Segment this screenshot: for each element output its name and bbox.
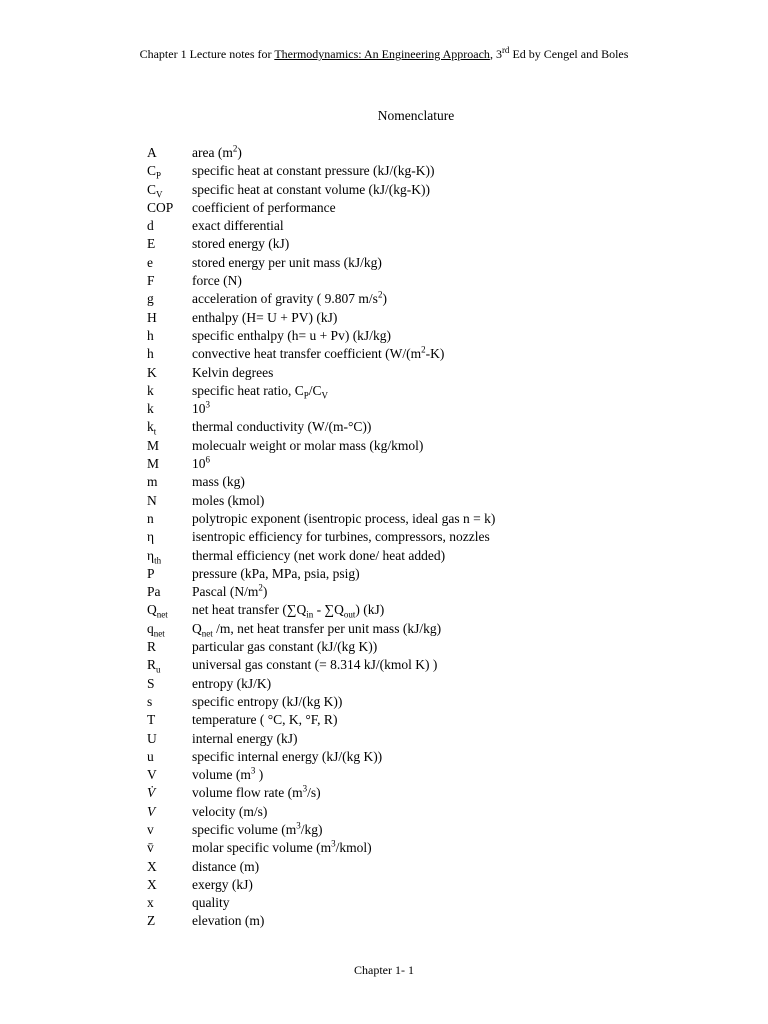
description (192, 912, 264, 930)
symbol (147, 309, 192, 327)
text-part: entropy (kJ/K) (192, 675, 272, 691)
symbol (147, 345, 192, 363)
text-part: 3 (205, 399, 210, 410)
text-part: isentropic efficiency for turbines, compressors, nozzles (192, 529, 490, 545)
text-part: η (147, 529, 155, 545)
symbol (147, 638, 192, 656)
description (192, 620, 441, 638)
text-part: v̄ (147, 840, 154, 856)
text-part: U (147, 730, 157, 746)
nomenclature-row (147, 876, 707, 894)
text-part: Pa (147, 584, 161, 600)
description (192, 748, 382, 766)
description (192, 656, 437, 674)
text-part: enthalpy (H= U + PV) (kJ) (192, 309, 338, 325)
text-part: k (147, 419, 154, 435)
text-part: X (147, 876, 157, 892)
text-part: /C (308, 382, 322, 398)
description (192, 254, 382, 272)
text-part: convective heat transfer coefficient (W/(m (192, 346, 422, 362)
description (192, 510, 495, 528)
text-part: R (147, 657, 157, 673)
text-part: H (147, 309, 157, 325)
description (192, 565, 360, 583)
nomenclature-row (147, 711, 707, 729)
text-part: V (147, 767, 157, 783)
description (192, 400, 210, 418)
text-part: N (147, 492, 157, 508)
symbol (147, 894, 192, 912)
text-part: A (147, 145, 157, 160)
symbol (147, 675, 192, 693)
header-edition: , 3 (489, 47, 502, 61)
symbol (147, 547, 192, 565)
text-part: net (201, 628, 213, 639)
text-part: th (154, 555, 162, 566)
text-part: COP (147, 199, 174, 215)
nomenclature-row (147, 418, 707, 436)
text-part: quality (192, 895, 230, 911)
nomenclature-row (147, 181, 707, 199)
description (192, 876, 253, 894)
symbol (147, 455, 192, 473)
description (192, 803, 267, 821)
description (192, 473, 245, 491)
symbol (147, 656, 192, 674)
text-part: 2 (232, 143, 238, 154)
symbol (147, 235, 192, 253)
description (192, 821, 322, 839)
description (192, 547, 445, 565)
nomenclature-row (147, 894, 707, 912)
nomenclature-row (147, 290, 707, 308)
text-part: F (147, 273, 155, 289)
text-part: Q (192, 620, 202, 636)
description (192, 327, 391, 345)
text-part: R (147, 639, 157, 655)
nomenclature-row (147, 601, 707, 619)
text-part: velocity (m/s) (192, 803, 268, 819)
description (192, 235, 289, 253)
symbol (147, 418, 192, 436)
text-part: /s) (307, 785, 321, 801)
page-footer: Chapter 1- 1 (354, 963, 414, 977)
symbol (147, 144, 192, 162)
text-part: M (147, 437, 160, 453)
text-part: stored energy per unit mass (kJ/kg) (192, 254, 382, 270)
text-part: V (321, 390, 328, 401)
symbol (147, 272, 192, 290)
text-part: temperature ( °C, K, °F, R) (192, 712, 338, 728)
description (192, 601, 384, 619)
text-part: volume flow rate (m (192, 785, 303, 801)
nomenclature-row (147, 492, 707, 510)
text-part: mass (kg) (192, 474, 245, 490)
text-part: particular gas constant (kJ/(kg K)) (192, 639, 378, 655)
nomenclature-row (147, 858, 707, 876)
text-part: -K) (425, 346, 445, 362)
text-part: pressure (kPa, MPa, psia, psig) (192, 565, 360, 581)
text-part: 10 (192, 456, 206, 472)
nomenclature-row (147, 821, 707, 839)
header-prefix: Chapter 1 Lecture notes for (139, 47, 275, 61)
text-part: P (147, 565, 155, 581)
page-header (0, 47, 768, 62)
text-part: specific heat at constant pressure (kJ/(kg-K)) (192, 163, 435, 179)
text-part: Q (147, 602, 157, 618)
text-part: volume (m (192, 767, 251, 783)
description (192, 364, 273, 382)
symbol (147, 199, 192, 217)
nomenclature-row (147, 784, 707, 802)
description (192, 309, 337, 327)
text-part: ) (237, 145, 242, 160)
text-part: S (147, 675, 155, 691)
text-part: net (153, 628, 165, 639)
description (192, 839, 372, 857)
text-part: Pascal (N/m (192, 584, 259, 600)
text-part: thermal conductivity (W/(m-°C)) (192, 419, 372, 435)
text-part: 3 (296, 820, 301, 831)
nomenclature-row (147, 162, 707, 180)
text-part: h (147, 327, 154, 343)
text-part: ) (kJ) (355, 602, 385, 618)
symbol (147, 492, 192, 510)
symbol (147, 510, 192, 528)
symbol (147, 217, 192, 235)
description (192, 217, 284, 235)
text-part: C (147, 181, 157, 197)
description (192, 199, 336, 217)
symbol (147, 400, 192, 418)
text-part: m (147, 474, 158, 490)
text-part: specific entropy (kJ/(kg K)) (192, 693, 343, 709)
text-part: force (N) (192, 273, 242, 289)
nomenclature-row (147, 144, 707, 162)
description (192, 711, 337, 729)
text-part: h (147, 346, 154, 362)
text-part: ) (255, 767, 264, 783)
text-part: /kmol) (335, 840, 372, 856)
text-part: ) (382, 291, 387, 307)
text-part: η (147, 547, 155, 563)
text-part: universal gas constant (= 8.314 kJ/(kmol K) ) (192, 657, 438, 673)
symbol (147, 583, 192, 601)
symbol (147, 766, 192, 784)
text-part: q (147, 620, 154, 636)
text-part: specific volume (m (192, 821, 297, 837)
nomenclature-row (147, 327, 707, 345)
text-part: V (156, 189, 163, 200)
description (192, 382, 328, 400)
symbol (147, 327, 192, 345)
nomenclature-row (147, 217, 707, 235)
text-part: out (343, 610, 356, 621)
text-part: distance (m) (192, 858, 260, 874)
description (192, 784, 321, 802)
nomenclature-row (147, 675, 707, 693)
nomenclature-row (147, 235, 707, 253)
symbol (147, 181, 192, 199)
text-part: P (156, 170, 162, 181)
description (192, 272, 242, 290)
nomenclature-row (147, 912, 707, 930)
text-part: k (147, 401, 154, 417)
description (192, 528, 490, 546)
nomenclature-row (147, 510, 707, 528)
text-part: t (153, 427, 157, 438)
text-part: 10 (192, 401, 206, 417)
nomenclature-row (147, 437, 707, 455)
text-part: net (156, 610, 168, 621)
symbol (147, 162, 192, 180)
header-edition-suffix: rd (501, 45, 510, 55)
text-part: area (m (192, 145, 233, 160)
text-part: Z (147, 913, 156, 929)
text-part: Kelvin degrees (192, 364, 274, 380)
symbol (147, 748, 192, 766)
text-part: internal energy (kJ) (192, 730, 298, 746)
description (192, 766, 263, 784)
nomenclature-row (147, 528, 707, 546)
text-part: M (147, 456, 160, 472)
text-part: u (147, 748, 154, 764)
text-part: specific heat at constant volume (kJ/(kg-K)) (192, 181, 431, 197)
description (192, 418, 371, 436)
text-part: 2 (258, 582, 263, 593)
symbol (147, 784, 192, 802)
page-title: Nomenclature (377, 108, 455, 123)
description (192, 675, 271, 693)
nomenclature-row (147, 345, 707, 363)
description (192, 492, 264, 510)
description (192, 583, 267, 601)
text-part: coefficient of performance (192, 199, 336, 215)
text-part: 2 (421, 344, 426, 355)
symbol (147, 565, 192, 583)
nomenclature-row (147, 839, 707, 857)
nomenclature-row (147, 382, 707, 400)
nomenclature-row (147, 199, 707, 217)
description (192, 858, 259, 876)
text-part: x (147, 895, 154, 911)
symbol (147, 730, 192, 748)
text-part: 3 (331, 838, 336, 849)
text-part: 6 (205, 454, 210, 465)
text-part: 3 (302, 783, 308, 794)
nomenclature-row (147, 638, 707, 656)
nomenclature-row (147, 693, 707, 711)
text-part: u (156, 665, 161, 675)
text-part: exact differential (192, 218, 284, 234)
text-part: s (147, 693, 153, 709)
text-part: 3 (250, 765, 256, 776)
description (192, 455, 210, 473)
text-part: acceleration of gravity ( 9.807 m/s (192, 291, 378, 307)
text-part: V (147, 803, 156, 819)
text-part: in (306, 610, 314, 621)
nomenclature-row (147, 748, 707, 766)
symbol (147, 803, 192, 821)
book-title: Thermodynamics: An Engineering Approach (274, 47, 490, 61)
symbol (147, 839, 192, 857)
text-part: C (147, 163, 157, 179)
nomenclature-row (147, 364, 707, 382)
symbol (147, 821, 192, 839)
text-part: molar specific volume (m (192, 840, 332, 856)
nomenclature-row (147, 766, 707, 784)
text-part: specific internal energy (kJ/(kg K)) (192, 748, 383, 764)
text-part: molecualr weight or molar mass (kg/kmol) (192, 437, 424, 453)
text-part: E (147, 236, 156, 252)
text-part: specific enthalpy (h= u + Pv) (kJ/kg) (192, 327, 391, 343)
description (192, 345, 444, 363)
description (192, 638, 377, 656)
text-part: d (147, 218, 154, 234)
text-part: specific heat ratio, C (192, 382, 304, 398)
description (192, 894, 230, 912)
nomenclature-row (147, 730, 707, 748)
text-part: polytropic exponent (isentropic process, ideal gas n = k) (192, 510, 496, 526)
text-part: stored energy (kJ) (192, 236, 290, 252)
text-part: e (147, 254, 153, 270)
text-part: elevation (m) (192, 913, 265, 929)
text-part: net heat transfer (∑Q (192, 602, 307, 618)
description (192, 437, 423, 455)
symbol (147, 528, 192, 546)
symbol (147, 290, 192, 308)
description (192, 181, 430, 199)
nomenclature-row (147, 309, 707, 327)
nomenclature-row (147, 272, 707, 290)
nomenclature-row (147, 620, 707, 638)
text-part: T (147, 712, 156, 728)
text-part: /kg) (300, 821, 323, 837)
symbol (147, 382, 192, 400)
text-part: exergy (kJ) (192, 876, 253, 892)
nomenclature-row (147, 400, 707, 418)
symbol (147, 693, 192, 711)
symbol (147, 620, 192, 638)
text-part: 2 (377, 289, 383, 300)
text-part: V̇ (147, 785, 156, 801)
nomenclature-row (147, 583, 707, 601)
symbol (147, 711, 192, 729)
symbol (147, 912, 192, 930)
nomenclature-row (147, 656, 707, 674)
nomenclature-row (147, 254, 707, 272)
symbol (147, 254, 192, 272)
symbol (147, 876, 192, 894)
text-part: K (147, 364, 157, 380)
text-part: - ∑Q (313, 602, 344, 618)
text-part: k (147, 382, 154, 398)
nomenclature-row (147, 473, 707, 491)
text-part: X (147, 858, 157, 874)
description (192, 730, 297, 748)
text-part: g (147, 291, 154, 307)
description (192, 144, 242, 162)
nomenclature-row (147, 803, 707, 821)
nomenclature-row (147, 547, 707, 565)
symbol (147, 858, 192, 876)
description (192, 290, 387, 308)
text-part: v (147, 821, 154, 837)
symbol (147, 364, 192, 382)
header-suffix: Ed by Cengel and Boles (509, 47, 629, 61)
nomenclature-row (147, 565, 707, 583)
text-part: /m, net heat transfer per unit mass (kJ/kg) (212, 620, 442, 636)
text-part: moles (kmol) (192, 492, 265, 508)
description (192, 693, 342, 711)
text-part: P (303, 390, 309, 401)
text-part: thermal efficiency (net work done/ heat added) (192, 547, 446, 563)
nomenclature-list (147, 144, 707, 931)
symbol (147, 601, 192, 619)
text-part: n (147, 510, 154, 526)
symbol (147, 473, 192, 491)
nomenclature-row (147, 455, 707, 473)
symbol (147, 437, 192, 455)
description (192, 162, 435, 180)
text-part: ) (262, 584, 268, 600)
